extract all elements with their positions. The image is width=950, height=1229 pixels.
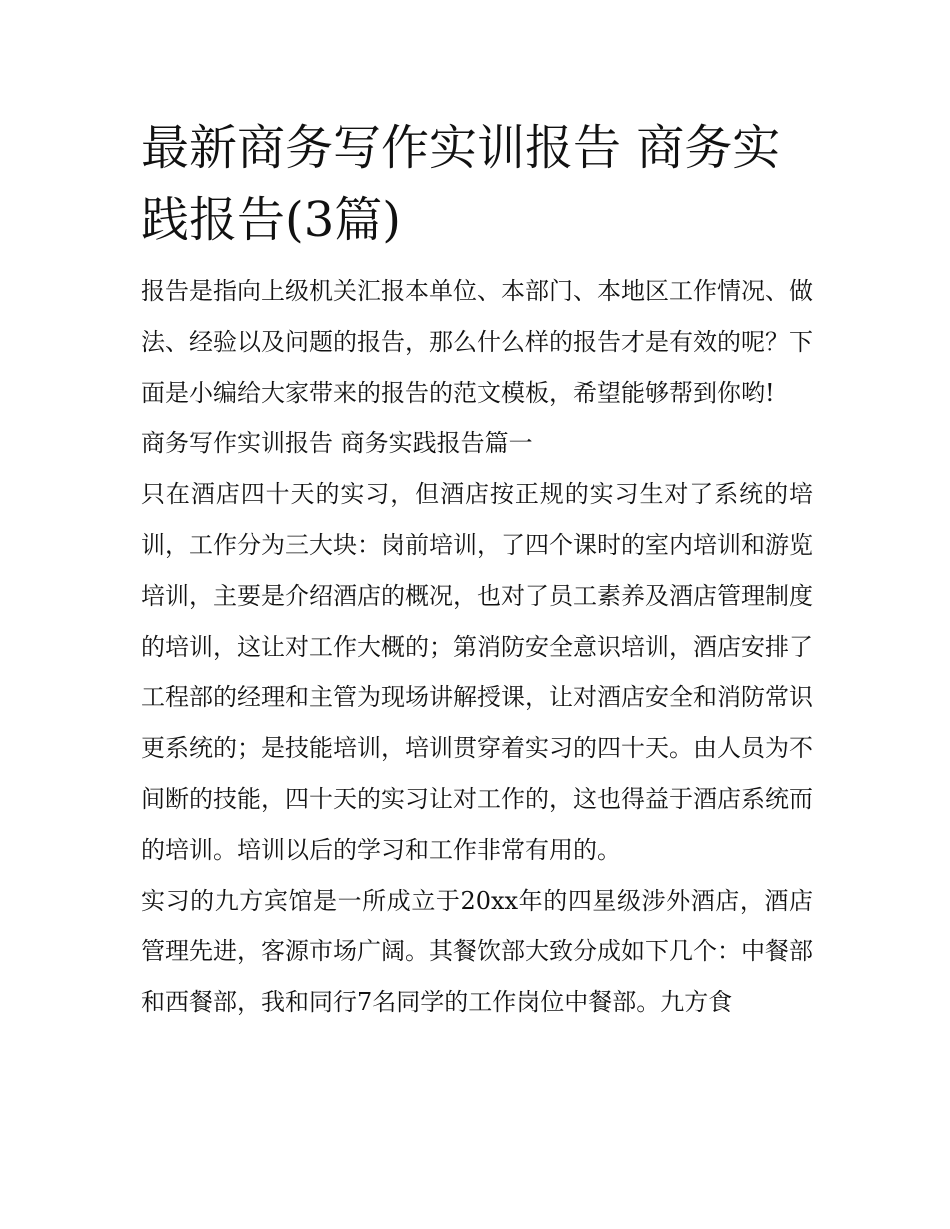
intro-paragraph: 报告是指向上级机关汇报本单位、本部门、本地区工作情况、做法、经验以及问题的报告，那么什么样的报告才是有效的呢？下面是小编给大家带来的报告的范文模板，希望能够帮到你哟!: [141, 277, 813, 407]
body-paragraph: 只在酒店四十天的实习，但酒店按正规的实习生对了系统的培训，工作分为三大块：岗前培训，了四个课时的室内培训和游览培训，主要是介绍酒店的概况，也对了员工素养及酒店管理制度的培训，这让对工作大概的；第消防安全意识培训，酒店安排了工程部的经理和主管为现场讲解授课，让对酒店安全和消防常识更系统的；是技能培训，培训贯穿着实习的四十天。由人员为不间断的技能，四十天的实习让对工作的，这也得益于酒店系统而的培训。培训以后的学习和工作非常有用的。: [141, 480, 813, 864]
body-paragraph: 实习的九方宾馆是一所成立于20xx年的四星级涉外酒店，酒店管理先进，客源市场广阔。其餐饮部大致分成如下几个：中餐部和西餐部，我和同行7名同学的工作岗位中餐部。九方食: [141, 886, 813, 1017]
document-title: 最新商务写作实训报告 商务实践报告(3篇): [141, 120, 781, 248]
document-content: [141, 112, 813, 1028]
section-heading: 商务写作实训报告 商务实践报告篇一: [141, 429, 533, 458]
